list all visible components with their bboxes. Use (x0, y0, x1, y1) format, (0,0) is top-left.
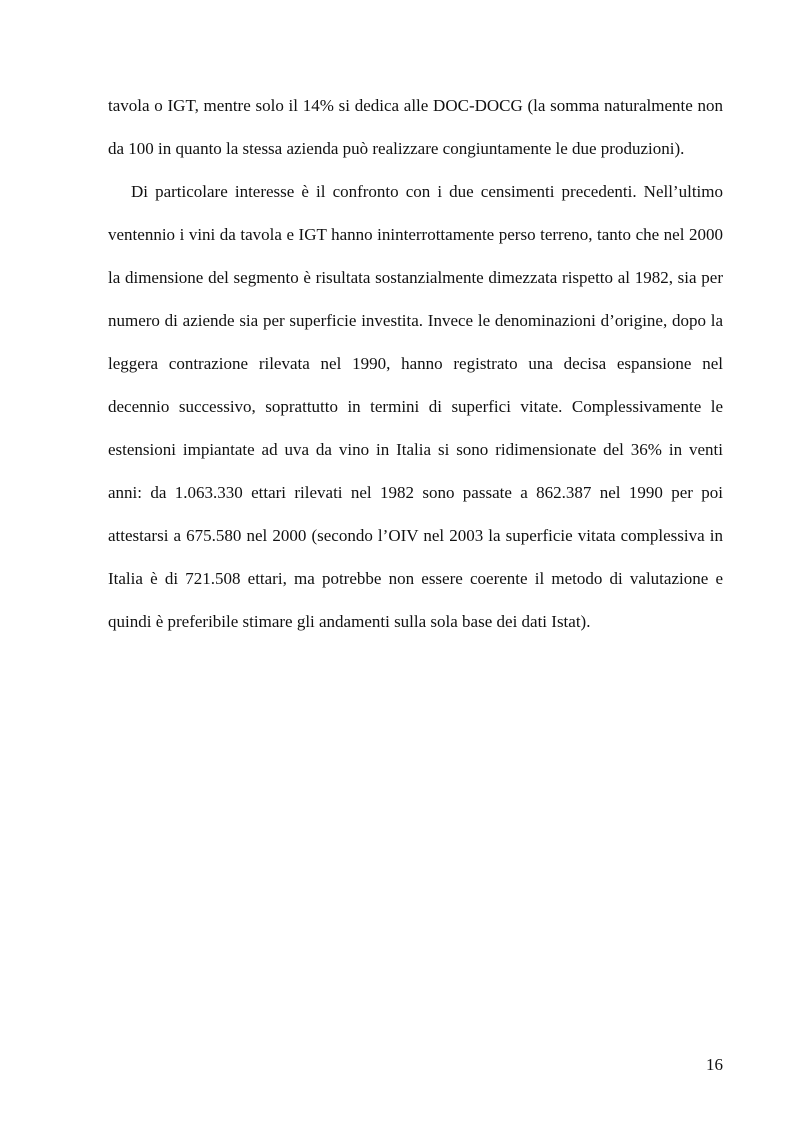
paragraph-continuation: tavola o IGT, mentre solo il 14% si dedica alle DOC-DOCG (la somma naturalmente non da 100 in quanto la stessa azienda può realizzare congiuntamente le due produzioni). (108, 96, 723, 158)
paragraph-census-comparison: Di particolare interesse è il confronto con i due censimenti precedenti. Nell’ultimo ventennio i vini da tavola e IGT hanno ininterrottamente perso terreno, tanto che nel 2000 la dimensione del segmento è risultata sostanzialmente dimezzata rispetto al 1982, sia per numero di aziende sia per superficie investita. Invece le denominazioni d’origine, dopo la leggera contrazione rilevata nel 1990, hanno registrato una decisa espansione nel decennio successivo, soprattutto in termini di superfici vitate. Complessivamente le estensioni impiantate ad uva da vino in Italia si sono ridimensionate del 36% in venti anni: da 1.063.330 ettari rilevati nel 1982 sono passate a 862.387 nel 1990 per poi attestarsi a 675.580 nel 2000 (secondo l’OIV nel 2003 la superficie vitata complessiva in Italia è di 721.508 ettari, ma potrebbe non essere coerente il metodo di valutazione e quindi è preferibile stimare gli andamenti sulla sola base dei dati Istat). (108, 182, 723, 631)
body-text (108, 84, 723, 643)
page-number: 16 (706, 1055, 723, 1074)
